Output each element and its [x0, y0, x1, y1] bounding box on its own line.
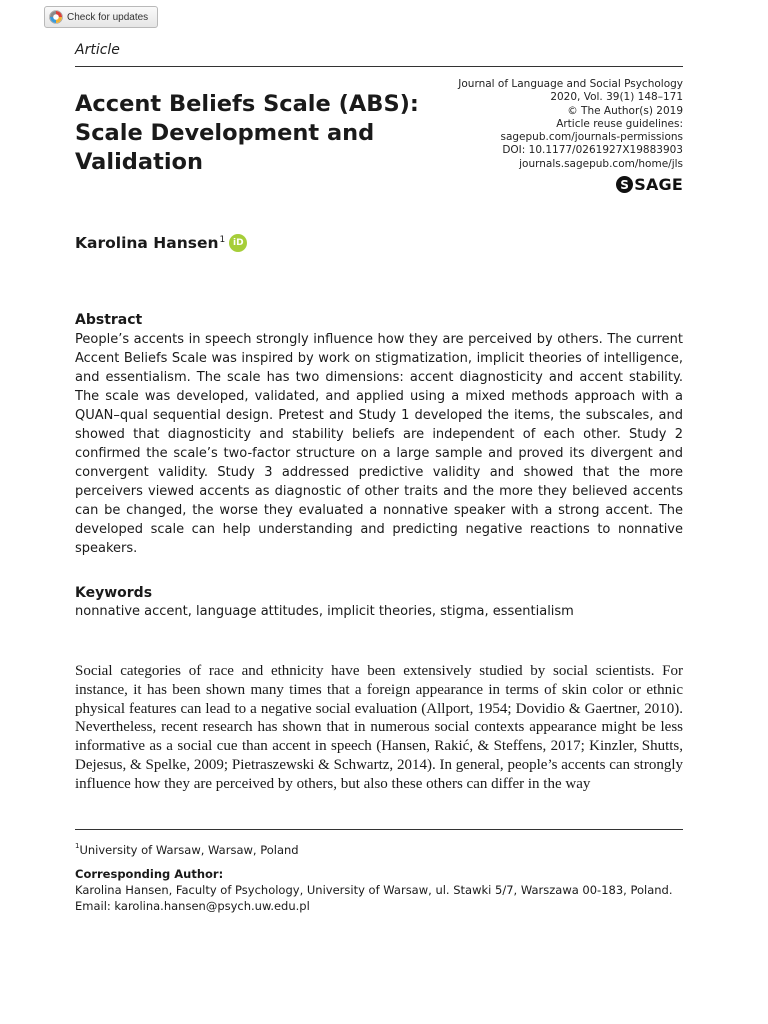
- affiliation-footnote: [75, 843, 299, 857]
- keywords-heading: Keywords: [75, 585, 153, 601]
- affiliation-text: University of Warsaw, Warsaw, Poland: [79, 843, 299, 857]
- journal-volume: 2020, Vol. 39(1) 148–171: [550, 91, 683, 104]
- journal-name[interactable]: Journal of Language and Social Psychology: [458, 78, 683, 90]
- author-line: [75, 234, 247, 252]
- article-type-label: Article: [75, 42, 120, 58]
- corresponding-author-heading: Corresponding Author:: [75, 867, 224, 881]
- orcid-icon[interactable]: iD: [229, 234, 247, 252]
- author-affiliation-marker: 1: [219, 235, 226, 245]
- body-paragraph: Social categories of race and ethnicity have been extensively studied by social scientists. For instance, it has been shown many times that a foreign appearance in terms of skin color or ethnic physical features can lead to a negative social evaluation (Allport, 1954; Dovidio & Gaertner, 2010). Nevertheless, recent research has shown that in numerous social contexts appearance might be less informative as a social cue than accent in speech (Hansen, Rakić, & Steffens, 2017; Kinzler, Shutts, Dejesus, & Spelke, 2009; Pietraszewski & Schwartz, 2014). In general, people’s accents can strongly influence how they are perceived by others, but also these others can differ in the way: [75, 663, 683, 792]
- corresponding-address: Karolina Hansen, Faculty of Psychology, University of Warsaw, ul. Stawki 5/7, Warszawa 00-183, Poland.: [75, 883, 673, 897]
- author-name: Karolina Hansen: [75, 234, 219, 252]
- header-divider: [75, 66, 683, 67]
- permissions-link[interactable]: sagepub.com/journals-permissions: [500, 131, 683, 144]
- article-title: Accent Beliefs Scale (ABS): Scale Development and Validation: [75, 91, 419, 175]
- reuse-guidelines-label: Article reuse guidelines:: [556, 117, 683, 130]
- abstract-heading: Abstract: [75, 312, 143, 328]
- publisher-name: SAGE: [634, 175, 683, 194]
- corresponding-author-details: [75, 882, 695, 914]
- sage-logo: [616, 175, 683, 194]
- check-for-updates-label: Check for updates: [67, 11, 149, 23]
- abstract-text: People’s accents in speech strongly influence how they are perceived by others. The current Accent Beliefs Scale was inspired by work on stigmatization, implicit theories of intelligence, and essentialism. The scale has two dimensions: accent diagnosticity and accent stability. The scale was developed, validated, and applied using a mixed methods approach with a QUAN–qual sequential design. Pretest and Study 1 developed the items, the subscales, and showed that diagnosticity and stability beliefs are independent of each other. Study 2 confirmed the scale’s two-factor structure on a large sample and proved its divergent and convergent validity. Study 3 addressed predictive validity and showed that the more perceivers viewed accents as diagnostic of other traits and the more they believed accents can be changed, the worse they evaluated a nonnative speaker with a strong accent. The developed scale can help understanding and predicting negative reactions to nonnative speakers.: [75, 332, 683, 556]
- footnote-divider: [75, 829, 683, 830]
- journal-info: [423, 78, 683, 171]
- sage-s-icon: S: [616, 176, 633, 193]
- journal-homepage-link[interactable]: journals.sagepub.com/home/jls: [519, 157, 683, 170]
- keywords-text: nonnative accent, language attitudes, implicit theories, stigma, essentialism: [75, 604, 574, 619]
- corresponding-email[interactable]: Email: karolina.hansen@psych.uw.edu.pl: [75, 899, 310, 913]
- crossmark-icon: [49, 10, 63, 24]
- affiliation-footnote-marker: 1: [75, 842, 80, 851]
- check-for-updates-button[interactable]: [44, 6, 158, 28]
- copyright-notice: © The Author(s) 2019: [567, 104, 683, 117]
- doi-link[interactable]: DOI: 10.1177/0261927X19883903: [502, 144, 683, 157]
